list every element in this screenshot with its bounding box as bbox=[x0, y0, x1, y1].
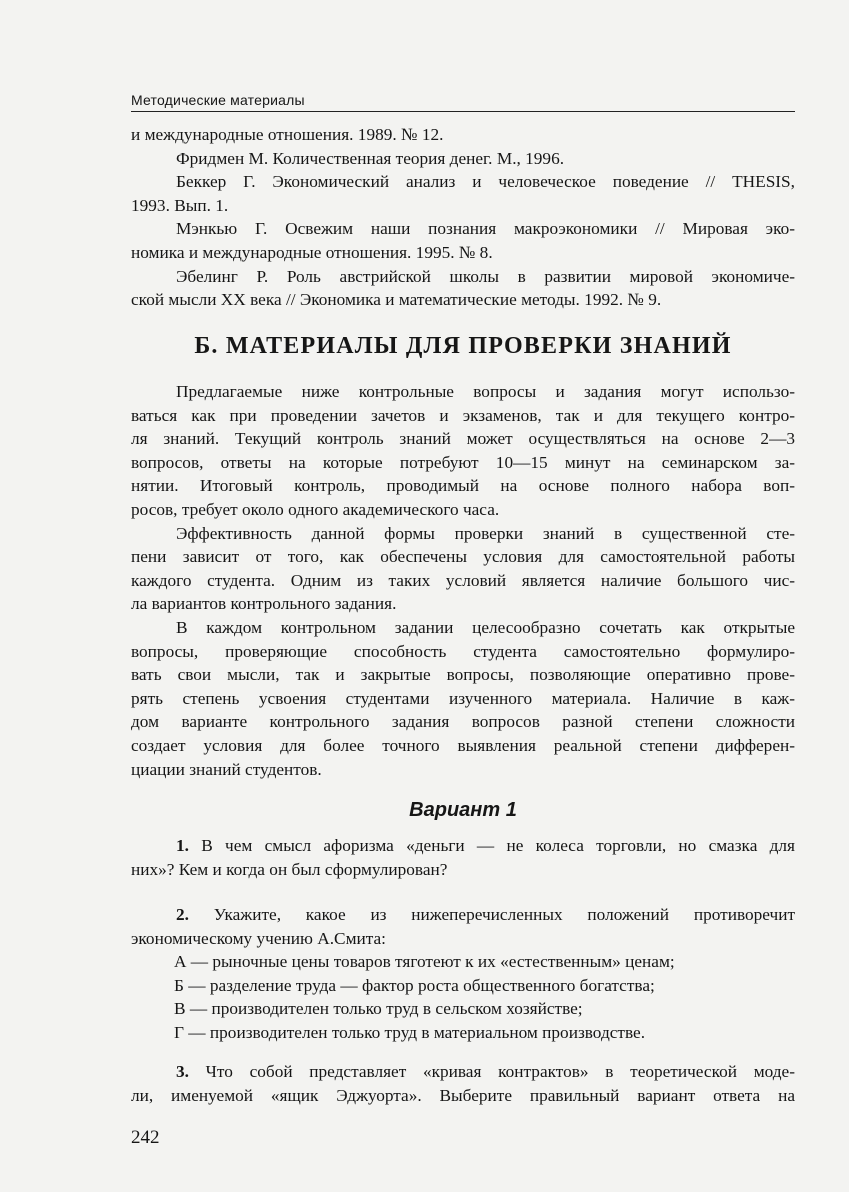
paragraph-line: вать свои мысли, так и закрытые вопросы, позволяющие оперативно прове- bbox=[131, 665, 795, 685]
question-line: экономическому учению А.Смита: bbox=[131, 928, 386, 948]
paragraph-line: каждого студента. Одним из таких условий является наличие большого чис- bbox=[131, 570, 795, 590]
paragraph-line: нятии. Итоговый контроль, проводимый на основе полного набора воп- bbox=[131, 476, 795, 496]
paragraph-line: циации знаний студентов. bbox=[131, 759, 322, 779]
page-number: 242 bbox=[131, 1127, 160, 1148]
paragraph bbox=[131, 380, 795, 522]
paragraph-line: В каждом контрольном задании целесообразно сочетать как открытые bbox=[176, 617, 795, 637]
reference-line: Эбелинг Р. Роль австрийской школы в развитии мировой экономиче- bbox=[176, 266, 795, 286]
reference-entry bbox=[131, 265, 795, 312]
reference-line: ской мысли XX века // Экономика и математические методы. 1992. № 9. bbox=[131, 290, 662, 310]
question-3 bbox=[131, 1060, 795, 1107]
question-line: ли, именуемой «ящик Эджуорта». Выберите правильный вариант ответа на bbox=[131, 1085, 795, 1105]
reference-line: Мэнкью Г. Освежим наши познания макроэкономики // Мировая эко- bbox=[176, 219, 795, 239]
question-2 bbox=[131, 903, 795, 1045]
paragraph-line: росов, требует около одного академического часа. bbox=[131, 499, 500, 519]
paragraph-line: создает условия для более точного выявления реальной степени дифферен- bbox=[131, 735, 795, 755]
paragraph bbox=[131, 616, 795, 781]
paragraph-line: Предлагаемые ниже контрольные вопросы и задания могут использо- bbox=[176, 382, 795, 401]
running-head: Методические материалы bbox=[131, 92, 795, 112]
reference-entry bbox=[131, 123, 795, 147]
paragraph bbox=[131, 522, 795, 616]
question-text: В чем смысл афоризма «деньги — не колеса торговли, но смазка для bbox=[188, 836, 795, 855]
answer-option: Г — производителен только труд в материальном производстве. bbox=[174, 1022, 646, 1042]
paragraph-line: вопросов, ответы на которые потребуют 10—15 минут на семинарском за- bbox=[131, 452, 795, 472]
reference-line: Беккер Г. Экономический анализ и человеческое поведение // THESIS, bbox=[176, 172, 795, 192]
paragraph-line: ля знаний. Текущий контроль знаний может осуществляться на основе 2—3 bbox=[131, 429, 795, 449]
question-1 bbox=[131, 834, 795, 881]
reference-line: номика и международные отношения. 1995. № 8. bbox=[131, 242, 493, 262]
section-heading: Б. МАТЕРИАЛЫ ДЛЯ ПРОВЕРКИ ЗНАНИЙ bbox=[194, 333, 732, 359]
question-number: 1. bbox=[176, 836, 189, 855]
question-number: 3. bbox=[176, 1062, 189, 1081]
reference-line: Фридмен М. Количественная теория денег. М., 1996. bbox=[176, 148, 565, 168]
reference-list bbox=[131, 123, 795, 312]
paragraph-line: дом варианте контрольного задания вопросов разной степени сложности bbox=[131, 712, 795, 732]
body-text bbox=[131, 380, 795, 781]
book-page bbox=[131, 0, 795, 1192]
reference-entry bbox=[131, 170, 795, 217]
reference-line: 1993. Вып. 1. bbox=[131, 195, 229, 215]
reference-entry bbox=[131, 217, 795, 264]
question-number: 2. bbox=[176, 905, 189, 924]
paragraph-line: ваться как при проведении зачетов и экзаменов, так и для текущего контро- bbox=[131, 405, 795, 425]
paragraph-line: пени зависит от того, как обеспечены условия для самостоятельной работы bbox=[131, 547, 795, 567]
question-text: Что собой представляет «кривая контрактов» в теоретической моде- bbox=[188, 1062, 795, 1081]
question-line: них»? Кем и когда он был сформулирован? bbox=[131, 859, 448, 879]
answer-option: А — рыночные цены товаров тяготеют к их «естественным» ценам; bbox=[174, 952, 675, 972]
variant-heading: Вариант 1 bbox=[409, 799, 517, 821]
question-text: Укажите, какое из нижеперечисленных положений противоречит bbox=[188, 905, 795, 924]
paragraph-line: рять степень усвоения студентами изученного материала. Наличие в каж- bbox=[131, 688, 795, 708]
answer-option: Б — разделение труда — фактор роста общественного богатства; bbox=[174, 975, 655, 995]
answer-option: В — производителен только труд в сельском хозяйстве; bbox=[174, 999, 583, 1019]
paragraph-line: Эффективность данной формы проверки знаний в существенной сте- bbox=[176, 523, 795, 543]
question-line bbox=[131, 1060, 795, 1084]
reference-line: и международные отношения. 1989. № 12. bbox=[131, 125, 444, 144]
paragraph-line: вопросы, проверяющие способность студента самостоятельно формулиро- bbox=[131, 641, 795, 661]
paragraph-line: ла вариантов контрольного задания. bbox=[131, 594, 397, 614]
reference-entry bbox=[131, 147, 795, 171]
question-line bbox=[131, 903, 795, 927]
question-line bbox=[131, 834, 795, 858]
